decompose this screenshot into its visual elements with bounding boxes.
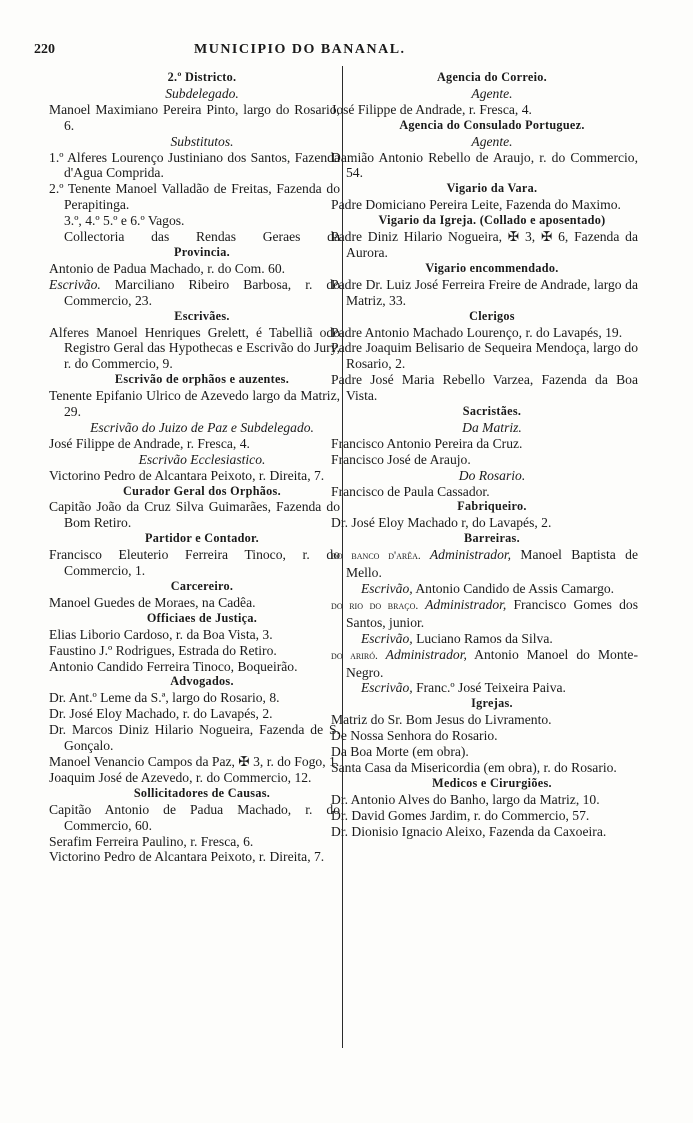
entry-text: Matriz do Sr. Bom Jesus do Livramento. bbox=[331, 712, 552, 728]
entry-text: 1.º Alferes Lourenço Justiniano dos Santos, Fazenda d'Agua Comprida. bbox=[49, 149, 340, 181]
toll-station-name: do rio do braço. bbox=[331, 599, 419, 612]
entry bbox=[49, 594, 340, 611]
section-heading bbox=[64, 70, 340, 86]
entry bbox=[49, 547, 340, 579]
entry-text: Francisco Antonio Pereira da Cruz. bbox=[331, 435, 523, 451]
entry bbox=[331, 547, 638, 581]
entry-text: Barreiras. bbox=[464, 531, 520, 546]
subheading bbox=[64, 452, 340, 468]
entry-text: Officiaes de Justiça. bbox=[146, 610, 258, 625]
entry-text: 2.º Tenente Manoel Valladão de Freitas, Fazenda do Perapitinga. bbox=[49, 181, 340, 213]
section-heading bbox=[346, 531, 638, 547]
entry-text: José Filippe de Andrade, r. Fresca, 4. bbox=[331, 101, 532, 117]
section-heading bbox=[64, 245, 340, 261]
entry-text: Elias Liborio Cardoso, r. da Boa Vista, 3. bbox=[49, 626, 273, 642]
role-label: Escrivão, bbox=[360, 630, 413, 646]
entry-text: Escrivães. bbox=[174, 308, 230, 323]
entry-text: Victorino Pedro de Alcantara Peixoto, r. Direita, 7. bbox=[49, 467, 325, 483]
entry-text: Victorino Pedro de Alcantara Peixoto, r. Direita, 7. bbox=[49, 849, 325, 865]
entry bbox=[49, 722, 340, 754]
entry bbox=[331, 149, 638, 182]
entry bbox=[49, 260, 340, 277]
subheading bbox=[64, 86, 340, 102]
entry-text: Capitão Antonio de Padua Machado, r. do Commercio, 60. bbox=[49, 801, 340, 833]
entry bbox=[331, 435, 638, 452]
entry bbox=[331, 451, 638, 468]
section-heading bbox=[346, 70, 638, 86]
entry-text: Escrivão Ecclesiastico. bbox=[138, 451, 266, 467]
entry-text: Manoel Guedes de Moraes, na Cadêa. bbox=[49, 594, 256, 610]
role-label: Escrivão, bbox=[360, 581, 413, 596]
entry bbox=[49, 324, 340, 373]
entry-text: Vigario da Igreja. (Collado e aposentado) bbox=[378, 213, 606, 228]
entry-text: Fabriqueiro. bbox=[457, 499, 527, 514]
entry-text: Faustino J.º Rodrigues, Estrada do Retiro. bbox=[49, 642, 277, 658]
entry-text: Manoel Maximiano Pereira Pinto, largo do Rosario, 6. bbox=[49, 101, 340, 133]
entry-text: Dr. Antonio Alves do Banho, largo da Matriz, 10. bbox=[331, 791, 600, 807]
entry-text: Padre Domiciano Pereira Leite, Fazenda do Maximo. bbox=[331, 197, 621, 213]
entry bbox=[331, 483, 638, 500]
entry bbox=[331, 823, 638, 840]
toll-station-name: do banco d'arêa. bbox=[331, 550, 421, 563]
entry bbox=[346, 581, 638, 597]
section-heading bbox=[64, 786, 340, 802]
section-heading bbox=[64, 309, 340, 325]
entry bbox=[331, 197, 638, 213]
entry bbox=[331, 646, 638, 681]
entry-text: 3.º, 4.º 5.º e 6.º Vagos. bbox=[64, 213, 185, 229]
entry-text: Escrivão do Juizo de Paz e Subdelegado. bbox=[90, 419, 314, 435]
entry bbox=[331, 596, 638, 631]
entry-text: Capitão João da Cruz Silva Guimarães, Fazenda do Bom Retiro. bbox=[49, 499, 340, 531]
entry-text: Antonio Candido Ferreira Tinoco, Boqueirão. bbox=[49, 658, 298, 674]
entry-text: Antonio Manoel do Monte-Negro. bbox=[346, 646, 638, 680]
entry-text: Subdelegado. bbox=[165, 85, 239, 101]
entry-text: Partidor e Contador. bbox=[145, 531, 259, 546]
left-column bbox=[49, 70, 340, 865]
entry-text: Damião Antonio Rebello de Araujo, r. do Commercio, 54. bbox=[331, 149, 638, 181]
entry-text: Curador Geral dos Orphãos. bbox=[123, 483, 281, 498]
entry bbox=[49, 435, 340, 452]
role-label: Escrivão, bbox=[360, 680, 413, 696]
entry bbox=[49, 467, 340, 484]
page-number: 220 bbox=[34, 42, 55, 57]
subheading bbox=[346, 420, 638, 436]
entry bbox=[49, 753, 340, 770]
entry bbox=[49, 181, 340, 213]
right-column bbox=[331, 70, 638, 840]
entry-text: Francisco Eleuterio Ferreira Tinoco, r. do Commercio, 1. bbox=[49, 547, 340, 579]
entry bbox=[49, 149, 340, 182]
section-heading bbox=[346, 309, 638, 325]
entry-text: Padre José Maria Rebello Varzea, Fazenda da Boa Vista. bbox=[331, 372, 638, 404]
entry-text: José Filippe de Andrade, r. Fresca, 4. bbox=[49, 435, 250, 451]
entry bbox=[331, 340, 638, 372]
entry-text: Provincia. bbox=[174, 244, 230, 259]
entry-text: Agencia do Correio. bbox=[436, 70, 548, 84]
entry-text: Padre Joaquim Belisario de Sequeira Mendoça, largo do Rosario, 2. bbox=[331, 340, 638, 372]
entry bbox=[331, 276, 638, 309]
entry-text: Da Matriz. bbox=[462, 419, 522, 435]
role-label: Escrivão. bbox=[49, 276, 101, 292]
section-heading bbox=[64, 674, 340, 690]
entry bbox=[49, 276, 340, 309]
entry-text: Dr. José Eloy Machado r, do Lavapés, 2. bbox=[331, 515, 552, 531]
entry bbox=[49, 801, 340, 834]
toll-station-name: do ariró. bbox=[331, 649, 378, 662]
entry-text: Sacristães. bbox=[462, 404, 522, 419]
entry-text: Dr. Ant.º Leme da S.ª, largo do Rosario, 8. bbox=[49, 690, 280, 706]
entry bbox=[331, 759, 638, 776]
entry-text: Tenente Epifanio Ulrico de Azevedo largo da Matriz, 29. bbox=[49, 388, 340, 420]
role-label: Administrador, bbox=[420, 547, 512, 563]
entry bbox=[331, 712, 638, 728]
entry-text: Manoel Venancio Campos da Paz, ✠ 3, r. do Fogo, 1. bbox=[49, 753, 340, 769]
section-heading bbox=[346, 776, 638, 792]
entry-text: Francisco José de Araujo. bbox=[331, 451, 471, 467]
section-heading bbox=[346, 261, 638, 277]
subheading bbox=[346, 86, 638, 102]
section-heading bbox=[64, 484, 340, 500]
entry-text: Clerigos bbox=[469, 308, 515, 323]
entry-text: Francisco Gomes dos Santos, junior. bbox=[346, 596, 638, 630]
section-heading bbox=[346, 213, 638, 229]
entry-text: Padre Diniz Hilario Nogueira, ✠ 3, ✠ 6, Fazenda da Aurora. bbox=[331, 229, 638, 260]
entry-text: Franc.º José Teixeira Paiva. bbox=[412, 680, 566, 696]
running-title: MUNICIPIO DO BANANAL. bbox=[194, 42, 406, 57]
role-label: Administrador, bbox=[377, 646, 467, 662]
entry bbox=[49, 833, 340, 850]
entry-text: Padre Antonio Machado Lourenço, r. do Lavapés, 19. bbox=[331, 324, 623, 340]
section-heading bbox=[64, 611, 340, 627]
entry bbox=[49, 642, 340, 659]
section-heading bbox=[346, 696, 638, 712]
subheading bbox=[346, 134, 638, 150]
entry bbox=[49, 499, 340, 531]
entry-text: Vigario da Vara. bbox=[446, 181, 538, 196]
entry-text: Alferes Manoel Henriques Grelett, é Tabelliã odo Registro Geral das Hypothecas e Escrivão do Jury, r. do Commercio, 9. bbox=[49, 324, 340, 372]
entry-text: Francisco de Paula Cassador. bbox=[331, 483, 490, 499]
entry-text: Antonio Candido de Assis Camargo. bbox=[412, 581, 615, 596]
running-head bbox=[34, 40, 634, 60]
entry bbox=[346, 680, 638, 696]
entry-text: Marciliano Ribeiro Barbosa, r. do Commercio, 23. bbox=[64, 276, 340, 308]
entry bbox=[331, 229, 638, 261]
entry bbox=[49, 101, 340, 134]
entry bbox=[49, 690, 340, 706]
entry-text: Sollicitadores de Causas. bbox=[133, 785, 271, 800]
entry bbox=[331, 807, 638, 824]
subheading bbox=[64, 134, 340, 150]
section-heading bbox=[346, 499, 638, 515]
section-heading bbox=[64, 531, 340, 547]
entry-text: Dr. David Gomes Jardim, r. do Commercio, 57. bbox=[331, 807, 590, 823]
entry bbox=[64, 229, 340, 245]
role-label: Administrador, bbox=[418, 596, 507, 612]
entry-text: Padre Dr. Luiz José Ferreira Freire de Andrade, largo da Matriz, 33. bbox=[331, 276, 638, 308]
entry-text: Medicos e Cirurgiões. bbox=[432, 775, 552, 790]
entry-text: Dr. José Eloy Machado, r. do Lavapés, 2. bbox=[49, 706, 273, 722]
entry-text: Agencia do Consulado Portuguez. bbox=[399, 117, 585, 132]
section-heading bbox=[346, 404, 638, 420]
subheading bbox=[346, 468, 638, 484]
entry bbox=[331, 728, 638, 744]
section-heading bbox=[346, 118, 638, 134]
section-heading bbox=[346, 181, 638, 197]
entry-text: Carcereiro. bbox=[170, 579, 234, 593]
entry bbox=[49, 388, 340, 420]
entry-text: Vigario encommendado. bbox=[425, 260, 559, 275]
entry-text: 2.º Districto. bbox=[167, 70, 237, 84]
entry-text: Escrivão de orphãos e auzentes. bbox=[114, 372, 290, 387]
entry-text: Advogados. bbox=[170, 674, 234, 689]
entry bbox=[331, 372, 638, 404]
entry-text: Agente. bbox=[471, 85, 513, 101]
entry-text: Dr. Marcos Diniz Hilario Nogueira, Fazenda de S. Gonçalo. bbox=[49, 722, 340, 754]
entry-text: Dr. Dionisio Ignacio Aleixo, Fazenda da Caxoeira. bbox=[331, 823, 607, 839]
entry bbox=[49, 626, 340, 643]
entry bbox=[346, 631, 638, 647]
entry bbox=[64, 213, 340, 229]
entry-text: Agente. bbox=[471, 133, 513, 149]
entry bbox=[49, 658, 340, 675]
entry bbox=[331, 791, 638, 808]
entry bbox=[49, 769, 340, 786]
entry bbox=[331, 101, 638, 118]
entry bbox=[49, 706, 340, 722]
entry-text: Antonio de Padua Machado, r. do Com. 60. bbox=[49, 260, 286, 276]
entry-text: De Nossa Senhora do Rosario. bbox=[331, 728, 498, 744]
entry bbox=[331, 515, 638, 531]
entry-text: Manoel Baptista de Mello. bbox=[346, 547, 638, 581]
subheading bbox=[64, 420, 340, 436]
entry bbox=[331, 324, 638, 341]
entry bbox=[331, 744, 638, 760]
entry-text: Da Boa Morte (em obra). bbox=[331, 744, 469, 760]
entry-text: Collectoria das Rendas Geraes da bbox=[64, 229, 340, 245]
entry-text: Santa Casa da Misericordia (em obra), r. do Rosario. bbox=[331, 759, 617, 775]
section-heading bbox=[64, 579, 340, 595]
entry bbox=[49, 849, 340, 865]
entry-text: Serafim Ferreira Paulino, r. Fresca, 6. bbox=[49, 833, 254, 849]
entry-text: Igrejas. bbox=[471, 696, 513, 711]
entry-text: Luciano Ramos da Silva. bbox=[412, 630, 553, 646]
entry-text: Joaquim José de Azevedo, r. do Commercio, 12. bbox=[49, 769, 312, 785]
entry-text: Substitutos. bbox=[170, 133, 234, 149]
entry-text: Do Rosario. bbox=[458, 467, 526, 483]
section-heading bbox=[64, 372, 340, 388]
